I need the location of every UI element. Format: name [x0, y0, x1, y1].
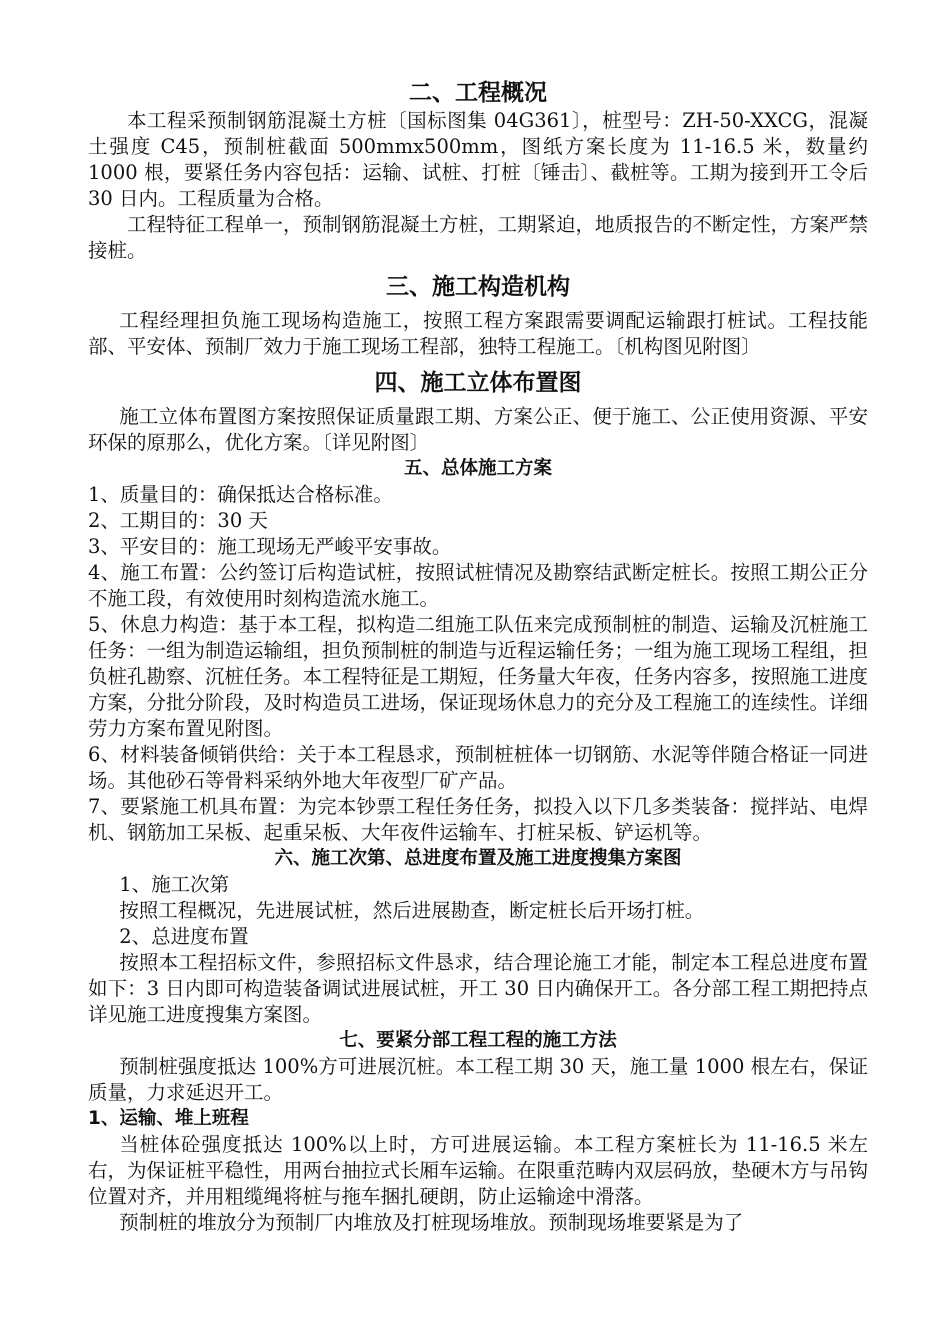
section-7-subheading-1: 1、运输、堆上班程	[88, 1108, 249, 1129]
section-5-title: 五、总体施工方案	[403, 458, 552, 479]
section-2-paragraph-2: 工程特征工程单一，预制钢筋混凝土方桩，工期紧迫，地质报告的不断定性，方案严禁接桩。	[88, 213, 869, 262]
section-3-paragraph-1: 工程经理担负施工现场构造施工，按照工程方案跟需要调配运输跟打桩试。工程技能部、平安体、预制厂效力于施工现场工程部，独特工程施工。〔机构图见附图〕	[88, 309, 868, 358]
section-7-paragraph-1: 预制桩强度抵达 100%方可进展沉桩。本工程工期 30 天，施工量 1000 根左右，保证质量，力求延迟开工。	[88, 1055, 868, 1104]
section-4-title: 四、施工立体布置图	[374, 370, 582, 396]
list-item: 1、质量目的：确保抵达合格标准。	[88, 483, 393, 506]
section-6-subheading-1: 1、施工次第	[119, 873, 230, 896]
document-page	[88, 78, 868, 1236]
section-7-paragraph-3: 预制桩的堆放分为预制厂内堆放及打桩现场堆放。预制现场堆要紧是为了	[119, 1211, 744, 1234]
section-6-title: 六、施工次第、总进度布置及施工进度搜集方案图	[274, 848, 682, 869]
list-item: 3、平安目的：施工现场无严峻平安事故。	[88, 535, 452, 558]
list-item: 6、材料装备倾销供给：关于本工程恳求，预制桩桩体一切钢筋、水泥等伴随合格证一同进场。其他砂石等骨料采纳外地大年夜型厂矿产品。	[88, 743, 868, 792]
section-6-paragraph-1: 按照工程概况，先进展试桩，然后进展勘查，断定桩长后开场打桩。	[119, 899, 705, 922]
section-6-subheading-2: 2、总进度布置	[119, 925, 249, 948]
list-item: 2、工期目的：30 天	[88, 509, 268, 532]
section-6-paragraph-2: 按照本工程招标文件，参照招标文件恳求，结合理论施工才能，制定本工程总进度布置如下：3 日内即可构造装备调试进展试桩，开工 30 日内确保开工。各分部工程工期把持点详见施工进度搜集方案图。	[88, 951, 868, 1026]
section-2-title: 二、工程概况	[409, 80, 547, 106]
section-2-paragraph-1: 本工程采预制钢筋混凝土方桩〔国标图集 04G361〕，桩型号：ZH-50-XXCG，混凝土强度 C45，预制桩截面 500mmx500mm，图纸方案长度为 11-16.5 米，数量约 1000 根，要紧任务内容包括：运输、试桩、打桩〔锤击〕、截桩等。工期为接到开工令后 30 日内。工程质量为合格。	[88, 109, 868, 210]
section-7-paragraph-2: 当桩体砼强度抵达 100%以上时，方可进展运输。本工程方案桩长为 11-16.5 米左右，为保证桩平稳性，用两台抽拉式长厢车运输。在限重范畴内双层码放，垫硬木方与吊钩位置对齐，并用粗缆绳将桩与拖车捆扎硬朗，防止运输途中滑落。	[88, 1133, 869, 1208]
list-item: 7、要紧施工机具布置：为完本钞票工程任务任务，拟投入以下几多类装备：搅拌站、电焊机、钢筋加工呆板、起重呆板、大年夜件运输车、打桩呆板、铲运机等。	[88, 795, 868, 844]
list-item: 5、休息力构造：基于本工程，拟构造二组施工队伍来完成预制桩的制造、运输及沉桩施工任务：一组为制造运输组，担负预制桩的制造与近程运输任务；一组为施工现场工程组，担负桩孔勘察、沉桩任务。本工程特征是工期短，任务量大年夜，任务内容多，按照施工进度方案，分批分阶段，及时构造员工进场，保证现场休息力的充分及工程施工的连续性。详细劳力方案布置见附图。	[88, 613, 869, 740]
section-4-paragraph-1: 施工立体布置图方案按照保证质量跟工期、方案公正、便于施工、公正使用资源、平安环保的原那么，优化方案。〔详见附图〕	[88, 405, 868, 454]
list-item: 4、施工布置：公约签订后构造试桩，按照试桩情况及勘察结武断定桩长。按照工期公正分不施工段，有效使用时刻构造流水施工。	[88, 561, 868, 610]
section-3-title: 三、施工构造机构	[386, 274, 570, 300]
section-7-title: 七、要紧分部工程工程的施工方法	[339, 1030, 617, 1051]
